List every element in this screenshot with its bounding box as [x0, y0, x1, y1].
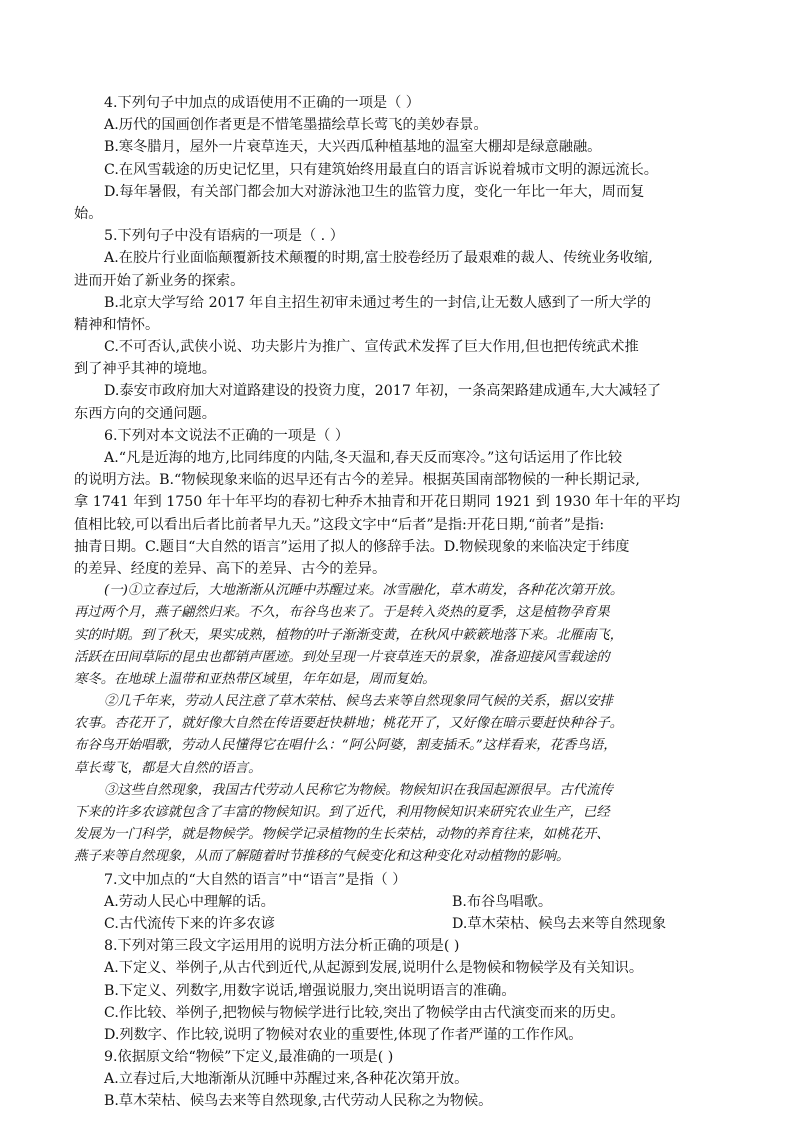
option-right: D.草木荣枯、候鸟去来等自然现象 [452, 915, 667, 932]
text-line: 布谷鸟开始唱歌，劳动人民懂得它在唱什么：“阿公阿婆，割麦插禾。”这样看来，花香鸟语， [74, 738, 617, 754]
text-block-questions-8-9 [74, 935, 730, 1113]
text-line: 活跃在田间草际的昆虫也都销声匿迹。到处呈现一片衰草连天的景象，准备迎接风雪载途的 [74, 649, 610, 665]
text-line: 进而开始了新业务的探索。 [74, 272, 245, 289]
text-line: C.作比较、举例子,把物候与物候学进行比较,突出了物候学由古代演变而来的历史。 [104, 1004, 625, 1021]
text-line: 东西方向的交通问题。 [74, 405, 216, 422]
text-line: (一)①立春过后，大地渐渐从沉睡中苏醒过来。冰雪融化，草木萌发，各种花次第开放。 [104, 583, 624, 599]
text-line: 拿 1741 年到 1750 年十年平均的春初七种乔木抽青和开花日期同 1921 到 1930 年十年的平均 [74, 494, 681, 511]
text-line: D.每年暑假，有关部门都会加大对游泳池卫生的监管力度，变化一年比一年大，周而复 [104, 183, 645, 200]
text-line: 再过两个月，燕子翩然归来。不久，布谷鸟也来了。于是转入炎热的夏季，这是植物孕育果 [74, 605, 610, 621]
text-line: 8.下列对第三段文字运用用的说明方法分析正确的项是( ) [104, 938, 460, 955]
text-line: B.寒冬腊月，屋外一片衰草连天，大兴西瓜种植基地的温室大棚却是绿意融融。 [104, 139, 602, 156]
text-line: 抽青日期。C.题目“大自然的语言”运用了拟人的修辞手法。D.物候现象的来临决定于纬度 [74, 538, 630, 555]
text-line: 的差异、经度的差异、高下的差异、古今的差异。 [74, 560, 387, 577]
option-left: A.劳动人民心中理解的话。 [104, 893, 275, 910]
text-line: 4.下列句子中加点的成语使用不正确的一项是（ ） [104, 95, 420, 111]
text-line: 燕子来等自然现象，从而了解随着时节推移的气候变化和这种变化对动植物的影响。 [74, 849, 570, 865]
text-line: A.立春过后,大地渐渐从沉睡中苏醒过来,各种花次第开放。 [104, 1071, 469, 1088]
text-line: 寒冬。在地球上温带和亚热带区域里，年年如是，周而复始。 [74, 671, 436, 687]
text-line: 草长莺飞，都是大自然的语言。 [74, 760, 262, 776]
text-line: ③这些自然现象，我国古代劳动人民称它为物候。物候知识在我国起源很早。古代流传 [104, 782, 613, 798]
text-line: 始。 [74, 205, 103, 222]
text-line: C.不可否认,武侠小说、功夫影片为推广、宣传武术发挥了巨大作用,但也把传统武术推 [104, 339, 639, 356]
text-line: 发展为一门科学，就是物候学。物候学记录植物的生长荣枯，动物的养育往来，如桃花开、 [74, 827, 610, 843]
text-line: 下来的许多农谚就包含了丰富的物候知识。到了近代，利用物候知识来研究农业生产，已经 [74, 805, 610, 820]
text-line: D.列数字、作比较,说明了物候对农业的重要性,体现了作者严谨的工作作风。 [104, 1026, 583, 1043]
text-line: 的说明方法。B.“物候现象来临的迟早还有古今的差异。根据英国南部物候的一种长期记录, [74, 472, 640, 489]
text-line: 5.下列句子中没有语病的一项是（ . ） [104, 228, 344, 245]
text-line: 9.依据原文给“物候”下定义,最准确的一项是( ) [104, 1049, 394, 1066]
text-line: 实的时期。到了秋天，果实成熟，植物的叶子渐渐变黄，在秋风中簌簌地落下来。北雁南飞， [74, 627, 624, 643]
text-line: A.下定义、举例子,从古代到近代,从起源到发展,说明什么是物候和物候学及有关知识。 [104, 960, 644, 977]
text-block-questions-4-7 [74, 92, 730, 891]
text-line: B.草木荣枯、候鸟去来等自然现象,古代劳动人民称之为物候。 [104, 1093, 493, 1110]
text-line: 7.文中加点的“大自然的语言”中“语言”是指（ ） [104, 871, 407, 888]
text-line: 到了神乎其神的境地。 [74, 361, 216, 378]
option-row [74, 891, 730, 913]
question-7-options [74, 891, 730, 935]
option-right: B.布谷鸟唱歌。 [452, 893, 553, 910]
document-content [74, 92, 730, 1113]
text-line: B.下定义、列数字,用数字说话,增强说服力,突出说明语言的准确。 [104, 982, 516, 999]
text-line: A.在胶片行业面临颠覆新技术颠覆的时期,富士胶卷经历了最艰难的裁人、传统业务收缩, [104, 250, 653, 267]
text-line: D.泰安市政府加大对道路建设的投资力度，2017 年初，一条高架路建成通车,大大减轻了 [104, 383, 662, 400]
text-line: B.北京大学写给 2017 年自主招生初审未通过考生的一封信,让无数人感到了一所大学的 [104, 294, 651, 311]
text-line: 6.下列对本文说法不正确的一项是（ ） [104, 427, 350, 444]
text-line: A.历代的国画创作者更是不惜笔墨描绘草长莺飞的美妙春景。 [104, 117, 488, 134]
text-line: 农事。杏花开了，就好像大自然在传语要赶快耕地；桃花开了，又好像在暗示要赶快种谷子。 [74, 716, 624, 732]
option-row [74, 913, 730, 935]
text-line: A.“凡是近海的地方,比同纬度的内陆,冬天温和,春天反而寒冷。”这句话运用了作比较 [104, 450, 623, 466]
text-line: ②几千年来，劳动人民注意了草木荣枯、候鸟去来等自然现象同气候的关系，据以安排 [104, 694, 613, 710]
option-left: C.古代流传下来的许多农谚 [104, 915, 275, 932]
text-line: 值相比较,可以看出后者比前者早九天。”这段文字中“后者”是指:开花日期,“前者”是指: [74, 516, 605, 533]
text-line: C.在风雪载途的历史记忆里，只有建筑始终用最直白的语言诉说着城市文明的源远流长。 [104, 161, 658, 178]
text-line: 精神和情怀。 [74, 316, 160, 333]
